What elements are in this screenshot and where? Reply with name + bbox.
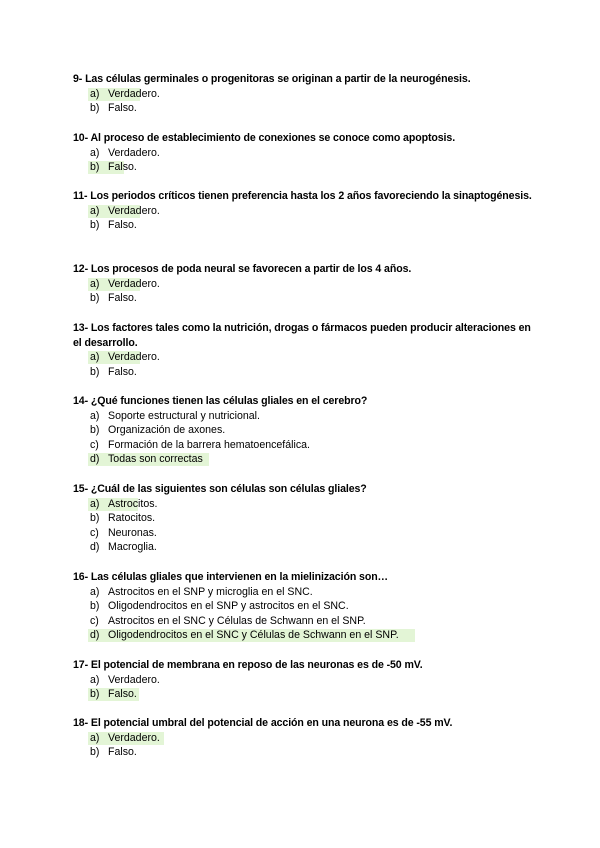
question-text: 15- ¿Cuál de las siguientes son células son células gliales? xyxy=(73,483,367,495)
option-a: a) Verdadero. xyxy=(73,731,533,746)
question-14 xyxy=(73,394,533,467)
option-a: a) Soporte estructural y nutricional. xyxy=(90,409,260,422)
question-11 xyxy=(73,189,533,233)
question-15 xyxy=(73,482,533,555)
question-text: 18- El potencial umbral del potencial de acción en una neurona es de -55 mV. xyxy=(73,717,453,729)
question-text: 10- Al proceso de establecimiento de conexiones se conoce como apoptosis. xyxy=(73,132,456,144)
option-d: d) Oligodendrocitos en el SNC y Células de Schwann en el SNP. xyxy=(73,628,533,643)
option-a: a) Verdadero. xyxy=(90,204,160,217)
option-b: b) Ratocitos. xyxy=(90,512,156,525)
option-b: b) Organización de axones. xyxy=(90,424,226,437)
question-text: 16- Las células gliales que intervienen en la mielinización son… xyxy=(73,571,389,583)
question-13 xyxy=(73,321,533,379)
option-c: c) Astrocitos en el SNC y Células de Schwann en el SNP. xyxy=(90,614,366,627)
option-c: c) Formación de la barrera hematoencefálica. xyxy=(90,438,310,451)
question-17 xyxy=(73,658,533,702)
option-b: b) Falso. xyxy=(90,365,137,378)
option-a: a) Verdadero. xyxy=(90,673,160,686)
option-b: b) Falso. xyxy=(90,219,137,232)
option-b: b) Oligodendrocitos en el SNP y astrocitos en el SNC. xyxy=(90,600,349,613)
option-b: b) Falso. xyxy=(90,746,137,759)
option-b: b) Falso. xyxy=(90,102,137,115)
question-18 xyxy=(73,716,533,760)
option-a: a) Astrocitos. xyxy=(90,497,158,510)
option-b: b) Falso. xyxy=(90,292,137,305)
option-b: b) Falso. xyxy=(90,161,137,174)
option-d: d) Todas son correctas xyxy=(73,452,533,467)
option-a: a) Verdadero. xyxy=(90,351,160,363)
question-16 xyxy=(73,570,533,643)
option-a: a) Verdadero. xyxy=(90,146,160,159)
question-text: 14- ¿Qué funciones tienen las células gliales en el cerebro? xyxy=(73,395,368,407)
question-text: 11- Los periodos críticos tienen preferencia hasta los 2 años favoreciendo la sinaptogénesis. xyxy=(73,190,532,202)
option-a: a) Verdadero. xyxy=(90,87,160,100)
question-10 xyxy=(73,131,533,175)
option-a: a) Astrocitos en el SNP y microglia en el SNC. xyxy=(90,585,313,598)
question-9 xyxy=(73,72,533,116)
question-text: 17- El potencial de membrana en reposo de las neuronas es de -50 mV. xyxy=(73,659,423,671)
option-b: b) Falso. xyxy=(73,687,533,702)
question-text: 9- Las células germinales o progenitoras se originan a partir de la neurogénesis. xyxy=(73,73,471,85)
question-text: 13- Los factores tales como la nutrición, drogas o fármacos pueden producir alteraciones en el desarrollo. xyxy=(73,322,531,349)
question-text: 12- Los procesos de poda neural se favorecen a partir de los 4 años. xyxy=(73,263,412,275)
option-d: d) Macroglia. xyxy=(90,541,157,554)
option-c: c) Neuronas. xyxy=(90,526,157,539)
question-12 xyxy=(73,262,533,306)
option-a: a) Verdadero. xyxy=(90,277,160,290)
